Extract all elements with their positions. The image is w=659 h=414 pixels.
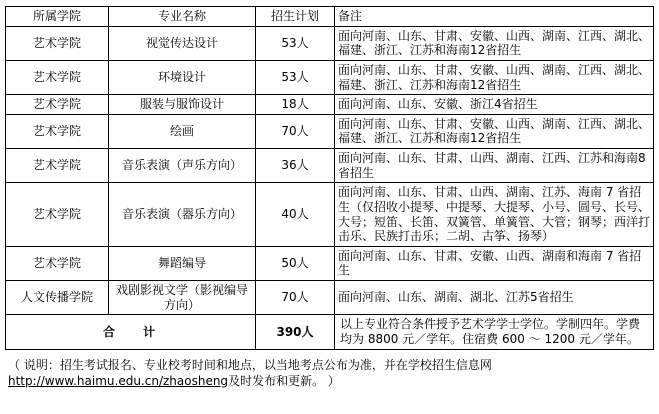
cell-remark: 面向河南、山东、甘肃、安徽、山西、湖南、江西、湖北、福建、浙江、江苏和海南12省招生	[335, 60, 654, 94]
table-total-row	[6, 315, 654, 349]
cell-college: 艺术学院	[6, 183, 109, 247]
cell-remark: 面向河南、山东、甘肃、山西、湖南、江苏、海南 7 省招生（仅招收小提琴、中提琴、大提琴、小号、圆号、长号、大号；短笛、长笛、双簧管、单簧管、大管；钢琴；西洋打击乐、民族打击乐；二胡、古筝、扬琴）	[335, 183, 654, 247]
total-label: 合 计	[6, 315, 256, 349]
cell-college: 艺术学院	[6, 60, 109, 94]
cell-college: 人文传播学院	[6, 281, 109, 315]
admissions-plan-table	[5, 6, 654, 350]
table-body	[6, 26, 654, 349]
cell-plan: 53人	[256, 60, 335, 94]
footnote-prefix: （ 说明：招生考试报名、专业校考时间和地点，以当地考点公布为准，并在学校招生信息网	[8, 357, 492, 372]
cell-college: 艺术学院	[6, 95, 109, 115]
cell-major: 绘画	[109, 114, 256, 148]
table-row	[6, 281, 654, 315]
cell-college: 艺术学院	[6, 26, 109, 60]
cell-remark: 面向河南、山东、安徽、浙江4省招生	[335, 95, 654, 115]
cell-major: 戏剧影视文学（影视编导方向）	[109, 281, 256, 315]
cell-plan: 70人	[256, 114, 335, 148]
cell-plan: 53人	[256, 26, 335, 60]
cell-plan: 36人	[256, 149, 335, 183]
cell-plan: 70人	[256, 281, 335, 315]
footnote	[8, 357, 653, 389]
table-row	[6, 95, 654, 115]
footnote-suffix: 及时发布和更新。 ）	[228, 373, 340, 388]
table-row	[6, 114, 654, 148]
cell-major: 音乐表演（声乐方向）	[109, 149, 256, 183]
cell-remark: 面向河南、山东、甘肃、安徽、山西、湖南和海南 7 省招生	[335, 246, 654, 280]
cell-plan: 18人	[256, 95, 335, 115]
column-header-plan: 招生计划	[256, 7, 335, 27]
table-row	[6, 246, 654, 280]
column-header-major: 专业名称	[109, 7, 256, 27]
table-header-row	[6, 7, 654, 27]
table-row	[6, 149, 654, 183]
table-row	[6, 60, 654, 94]
column-header-college: 所属学院	[6, 7, 109, 27]
cell-major: 环境设计	[109, 60, 256, 94]
cell-major: 服装与服饰设计	[109, 95, 256, 115]
admissions-website-link[interactable]: http://www.haimu.edu.cn/zhaosheng	[8, 373, 229, 388]
cell-college: 艺术学院	[6, 246, 109, 280]
cell-remark: 面向河南、山东、湖南、湖北、江苏5省招生	[335, 281, 654, 315]
table-row	[6, 183, 654, 247]
total-plan: 390人	[256, 315, 335, 349]
cell-remark: 面向河南、山东、甘肃、安徽、山西、湖南、江西、湖北、福建、浙江、江苏和海南12省招生	[335, 114, 654, 148]
cell-college: 艺术学院	[6, 114, 109, 148]
cell-remark: 面向河南、山东、甘肃、山西、湖南、江西、江苏和海南8省招生	[335, 149, 654, 183]
table-row	[6, 26, 654, 60]
cell-remark: 面向河南、山东、甘肃、安徽、山西、湖南、江西、湖北、福建、浙江、江苏和海南12省招生	[335, 26, 654, 60]
cell-plan: 50人	[256, 246, 335, 280]
table-header	[6, 7, 654, 27]
cell-plan: 40人	[256, 183, 335, 247]
column-header-remark: 备注	[335, 7, 654, 27]
cell-college: 艺术学院	[6, 149, 109, 183]
total-remark: 以上专业符合条件授予艺术学学士学位。学制四年。学费均为 8800 元／学年。住宿费 600 ～ 1200 元／学年。	[335, 315, 654, 349]
cell-major: 音乐表演（器乐方向）	[109, 183, 256, 247]
cell-major: 舞蹈编导	[109, 246, 256, 280]
cell-major: 视觉传达设计	[109, 26, 256, 60]
